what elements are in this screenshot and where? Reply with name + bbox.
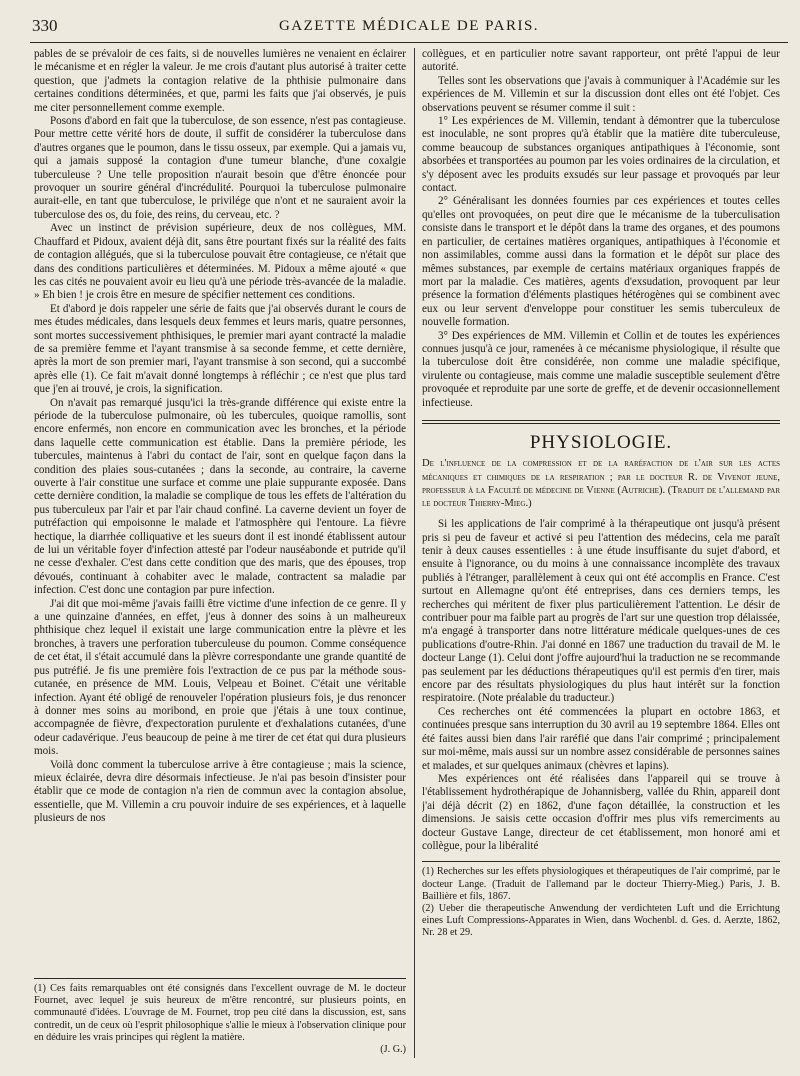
body-paragraph: collègues, et en particulier notre savant rapporteur, ont prêté l'appui de leur autorité. (422, 48, 780, 74)
page-number: 330 (32, 16, 58, 35)
body-paragraph: Et d'abord je dois rappeler une série de faits que j'ai observés durant le cours de mes études médicales, dans lesquels deux femmes et leurs maris, quatre personnes, sont mortes successivement phthisiques, le premier mari ayant contracté la maladie de sa première femme et l'ayant transmise à sa seconde femme, et cette dernière, après la mort de son premier mari, l'ayant transmise à son second, qui a succombé après elle (1). Ce fait m'avait donné longtemps à réfléchir ; ce n'est que plus tard que j'en ai trouvé, je crois, la signification. (34, 302, 406, 396)
body-paragraph: Telles sont les observations que j'avais à communiquer à l'Académie sur les expériences de M. Villemin et sur la discussion dont elles ont été l'objet. Ces observations peuvent se résumer comme il suit : (422, 74, 780, 114)
body-paragraph: Voilà donc comment la tuberculose arrive à être contagieuse ; mais la science, mieux éclairée, devra dire désormais infectieuse. Je n'ai pas besoin d'insister pour établir que ce mode de contagion n'a rien de commun avec la contagion absolue, essentielle, que M. Villemin a cru pouvoir induire de ses expériences, et à laquelle plusieurs de nos (34, 758, 406, 825)
body-paragraph: J'ai dit que moi-même j'avais failli être victime d'une infection de ce genre. Il y a une quinzaine d'années, en effet, j'eus à donner des soins à un malheureux phthisique chez lequel il existait une large communication entre la plèvre et les bronches, à travers une perforation tuberculeuse du poumon. Comme conséquence de cet état, il s'était accumulé dans la plèvre correspondante une grande quantité de pus putréfié. Je fis une première fois l'extraction de ce pus par la méthode sous-cutanée, en présence de MM. Louis, Velpeau et Boinet. C'était une véritable infection. Ayant été obligé de renouveler l'opération plusieurs fois, je dus renoncer à donner mes soins au moribond, en proie que j'étais à une toux continue, accompagnée de fièvre, d'expectoration purulente et d'exhalations cutanées, d'une odeur cadavérique. J'eus beaucoup de peine à me tirer de cet état qui dura plusieurs mois. (34, 597, 406, 758)
footnote: (1) Recherches sur les effets physiologiques et thérapeutiques de l'air comprimé, par le docteur Lange. (Traduit de l'allemand par le docteur Thierry-Mieg.) Paris, J. B. Baillière et fils, 1867. (422, 866, 780, 902)
body-paragraph: 2° Généralisant les données fournies par ces expériences et toutes celles qu'elles ont provoquées, on peut dire que le mécanisme de la tuberculisation consiste dans le transport et le dépôt dans la trame des organes, et des poumons en particulier, de certaines matières organiques, antipathiques à l'économie et non assimilables, comme aussi dans la formation et le dépôt sur place des mêmes substances, par exemple de certains matériaux organiques frappés de mort par la maladie. Ces matières, agents d'exsudation, provoquent par leur présence la formation d'éléments plastiques hétérogènes qui se combinent avec eux ou leur servent d'enveloppe pour constituer les semis tuberculeux de nouvelle formation. (422, 195, 780, 329)
left-column (34, 48, 406, 968)
body-paragraph: Ces recherches ont été commencées la plupart en octobre 1863, et continuées presque sans interruption du 30 avril au 19 septembre 1864. Elles ont été faites aussi bien dans l'air raréfié que dans l'air comprimé ; principalement sur moi-même, mais aussi sur un nombre assez considérable de personnes saines et malades, et sur quelques animaux (chèvres et lapins). (422, 705, 780, 772)
left-footnotes (34, 978, 406, 1056)
signature: (J. G.) (380, 1044, 406, 1056)
section-title: PHYSIOLOGIE. (529, 431, 673, 453)
article-title: De l'influence de la compression et de la raréfaction de l'air sur les actes mécaniques et chimiques de la respiration ; par le docteur R. de Vivenot jeune, professeur à la Faculté de médecine de Vienne (Autriche). (Traduit de l'allemand par le docteur Thierry-Mieg.) (422, 458, 780, 509)
body-paragraph: Mes expériences ont été réalisées dans l'appareil qui se trouve à l'établissement hydrothérapique de Johannisberg, vallée du Rhin, appareil dont j'ai déjà décrit (2) en 1862, d'une façon détaillée, la construction et les dimensions. Je saisis cette occasion d'offrir mes plus vifs remerciments au docteur Gustave Lange, directeur de cet établissement, mon honoré ami et collègue, pour la libéralité (422, 772, 780, 852)
body-paragraph: Si les applications de l'air comprimé à la thérapeutique ont jusqu'à présent pris si peu de faveur et activé si peu l'attention des médecins, cela me paraît tenir à deux causes essentielles : à une étude insuffisante du sujet d'abord, et ensuite à l'ignorance, ou du moins à une connaissance incomplète des travaux publiés à l'étranger, parallèlement à ceux qui ont été accomplis en France. C'est surtout en Allemagne qu'ont été entreprises, dans ces derniers temps, les recherches qui méritent de fixer plus particulièrement l'attention. Le désir de contribuer pour ma faible part au progrès de l'art sur une question trop délaissée, m'a engagé à transporter dans notre littérature médicale quelques-unes de ces publications d'outre-Rhin. J'ai donné en 1867 une traduction du travail de M. le docteur Lange (1). Celui dont j'offre aujourd'hui la traduction ne se recommande pas seulement par les déductions thérapeutiques qu'il est permis d'en tirer, mais encore par des résultats physiologiques du plus haut intérêt sur la fonction respiratoire. (Note préalable du traducteur.) (422, 518, 780, 705)
body-paragraph: On n'avait pas remarqué jusqu'ici la très-grande différence qui existe entre la période de la tuberculose pulmonaire, où les tubercules, quoique ramollis, sont encore enfermés, non encore en communication avec les bronches, et la période dans laquelle cette communication est établie. Dans la première période, les tubercules, maintenus à l'abri du contact de l'air, sont en quelque façon dans la condition des plaies sous-cutanées ; dans la seconde, au contraire, la caverne ouverte à l'air constitue une surface et comme une plaie suppurante exposée. Dans cette dernière condition, la maladie se complique de tous les effets de l'altération du pus tuberculeux par l'air et par l'air chaud confiné. La caverne devient un foyer de putréfaction qui empoisonne le malade et l'atmosphère qui l'entoure. La fièvre hectique, la diarrhée colliquative et les sueurs dont il est inondé établissent autour de lui un véritable foyer d'infection attesté par l'odeur nauséabonde et putride qu'il ne cesse d'exhaler. C'est dans cette condition que des maris, que des épouses, trop dévoués, continuant à cohabiter avec le malade, contractent sa maladie par infection. C'est donc une contagion par pure infection. (34, 396, 406, 597)
body-paragraph: 3° Des expériences de MM. Villemin et Collin et de toutes les expériences connues jusqu'à ce jour, ramenées à ce mécanisme physiologique, il résulte que la tuberculose doit être considérée, non comme une maladie spécifique, virulente ou contagieuse, mais comme une maladie susceptible seulement d'être provoquée et reproduite par une sorte de greffe, et de devenir occasionnellement infectieuse. (422, 329, 780, 409)
column-divider (414, 48, 415, 1058)
footnote: (2) Ueber die therapeutische Anwendung der verdichteten Luft und die Errichtung eines Luft Compressions-Apparates in Wien, dans Wochenbl. d. Ges. d. Aerzte, 1862, Nr. 28 et 29. (422, 902, 780, 939)
section-rule (422, 420, 780, 424)
footnote: (1) Ces faits remarquables ont été consignés dans l'excellent ouvrage de M. le docteur Fournet, avec lequel je suis heureux de m'être rencontré, sur plusieurs points, en communauté d'idées. L'ouvrage de M. Fournet, trop peu cité dans la discussion, est, sans contredit, un de ceux où l'esprit philosophique s'allie le mieux à l'observation clinique pour en déduire les vrais principes qui règlent la matière. (34, 983, 406, 1043)
body-paragraph: pables de se prévaloir de ces faits, si de nouvelles lumières ne venaient en éclairer le mécanisme et en régler la valeur. Je me crois d'autant plus autorisé à traiter cette question, que j'admets la contagion relative de la phthisie pulmonaire dans certaines conditions déterminées, et que, parmi les faits que j'ai observés, je puis me citer personnellement comme exemple. (34, 48, 406, 114)
body-paragraph: 1° Les expériences de M. Villemin, tendant à démontrer que la tuberculose est inoculable, ne sont propres qu'à établir que la matière dite tuberculeuse, comme beaucoup de substances organiques antipathiques à l'économie, sont absorbées et transportées au poumon par les voies ordinaires de la circulation, et s'y déposent avec les produits exsudés sur leur passage et provoqués par leur contact. (422, 115, 780, 195)
journal-title: GAZETTE MÉDICALE DE PARIS. (278, 18, 540, 34)
right-footnotes (422, 861, 780, 939)
body-paragraph: Avec un instinct de prévision supérieure, deux de nos collègues, MM. Chauffard et Pidoux, avaient déjà dit, sans être pourtant fixés sur la réalité des faits de contagion allégués, que si la tuberculose pouvait être contagieuse, ce n'était que dans des conditions particulières et déterminées. M. Pidoux a même ajouté « que les cas cités ne pouvaient avoir eu lieu qu'à une période très-avancée de la maladie. » Eh bien ! je crois être en mesure de spécifier nettement ces conditions. (34, 222, 406, 302)
body-paragraph: Posons d'abord en fait que la tuberculose, de son essence, n'est pas contagieuse. Pour mettre cette vérité hors de doute, il suffit de considérer la tuberculose dans d'autres organes que le poumon, dans le tissu osseux, par exemple. Qui a jamais vu, qui a jamais supposé la contagion d'une tumeur blanche, d'une coxalgie tuberculeuse ? Une telle proposition n'aurait besoin que d'être énoncée pour provoquer un sourire général d'incrédulité. Pourquoi la tuberculose pulmonaire aurait-elle, en tant que tuberculose, le privilége que n'ont et ne sauraient avoir la tuberculose des os, du foie, des reins, du cerveau, etc. ? (34, 115, 406, 221)
right-column (422, 48, 780, 1008)
page-header (30, 14, 788, 43)
